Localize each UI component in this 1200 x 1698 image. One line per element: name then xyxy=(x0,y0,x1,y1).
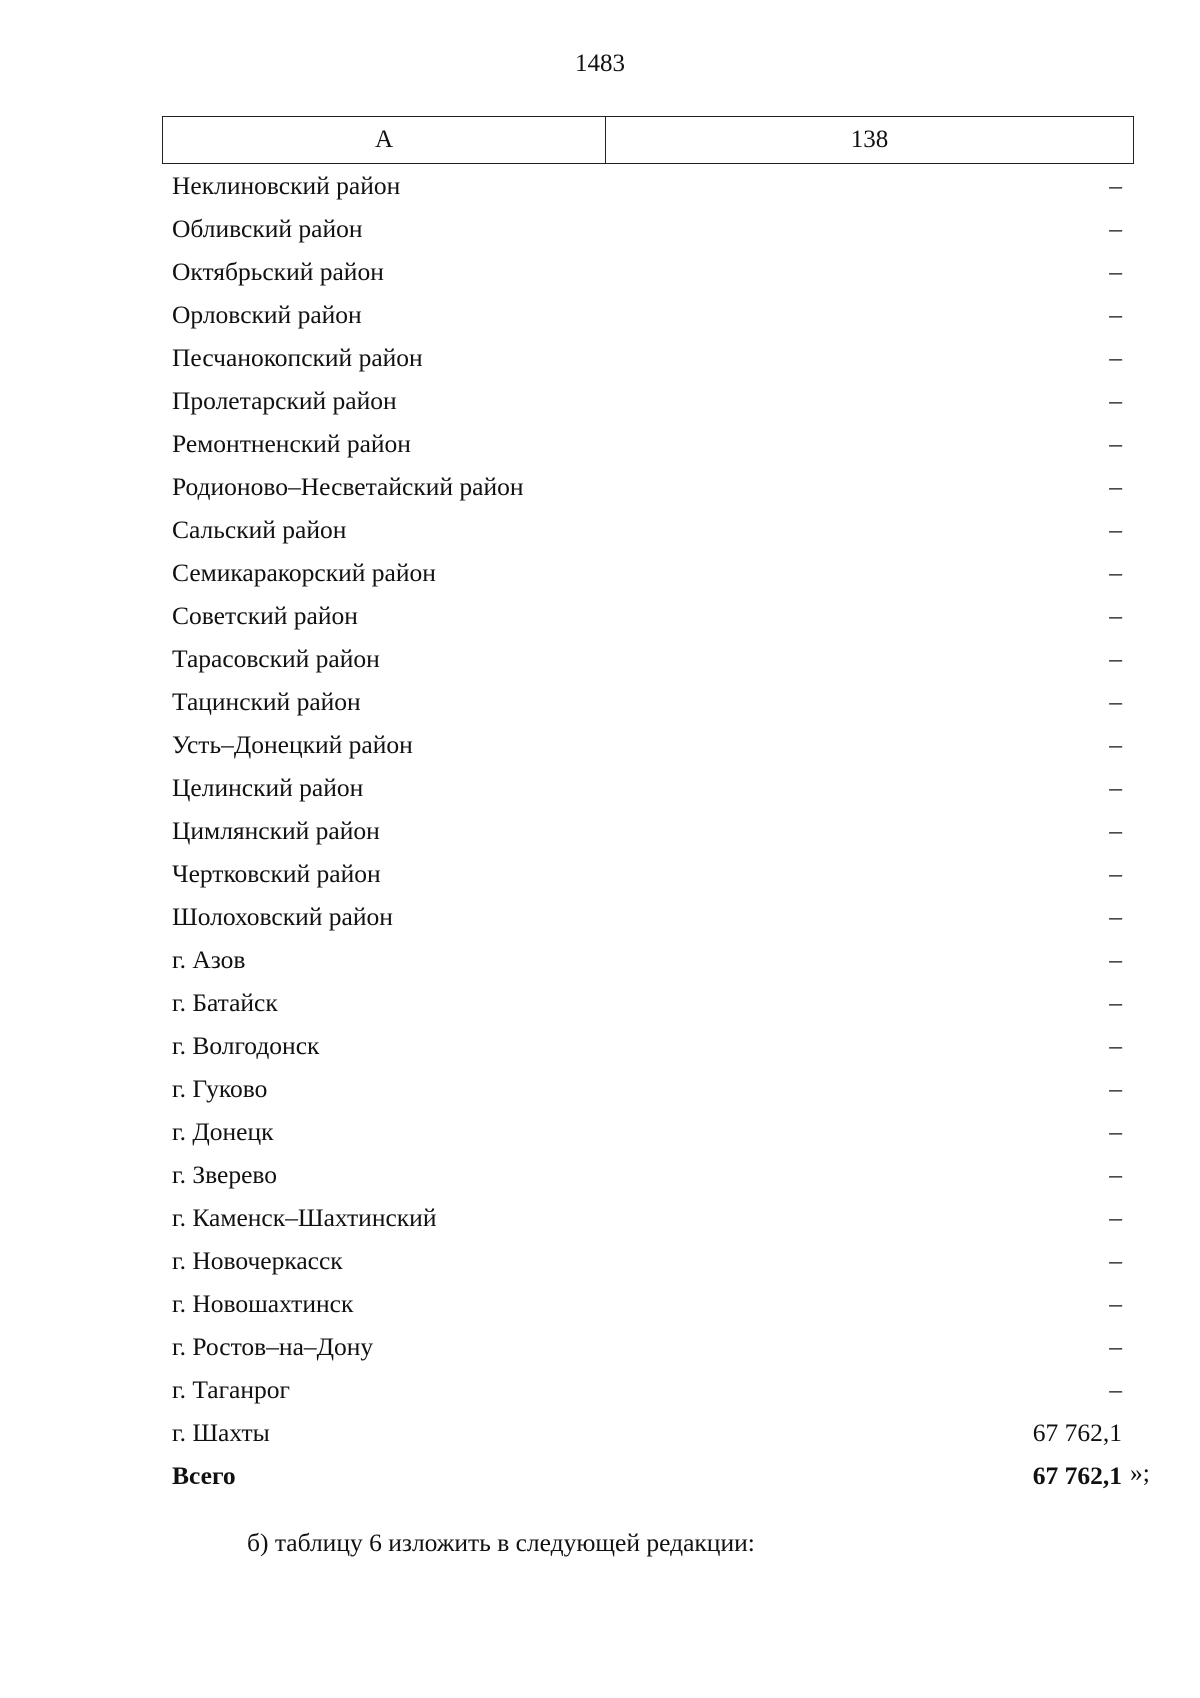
row-value: – xyxy=(1109,1073,1122,1103)
row-name: Целинский район xyxy=(172,772,364,802)
table-row xyxy=(172,379,1122,422)
row-value: – xyxy=(1109,385,1122,415)
row-value: – xyxy=(1109,342,1122,372)
row-name: Тацинский район xyxy=(172,686,361,716)
table-row xyxy=(172,680,1122,723)
row-value: – xyxy=(1109,170,1122,200)
row-name: Усть–Донецкий район xyxy=(172,729,413,759)
table-row xyxy=(172,809,1122,852)
row-name: г. Зверево xyxy=(172,1159,278,1189)
row-name: Орловский район xyxy=(172,299,362,329)
table-body xyxy=(172,164,1122,1497)
row-value: – xyxy=(1109,1030,1122,1060)
table-row xyxy=(172,594,1122,637)
table-row xyxy=(172,1196,1122,1239)
row-value: – xyxy=(1109,643,1122,673)
row-name: Пролетарский район xyxy=(172,385,397,415)
table-row xyxy=(172,465,1122,508)
row-name: г. Таганрог xyxy=(172,1374,290,1404)
row-value: – xyxy=(1109,256,1122,286)
table-row xyxy=(172,766,1122,809)
row-value: – xyxy=(1109,1245,1122,1275)
row-value: – xyxy=(1109,1331,1122,1361)
row-name: Ремонтненский район xyxy=(172,428,411,458)
closing-paragraph: б) таблицу 6 изложить в следующей редакции: xyxy=(247,1528,755,1557)
table-row xyxy=(172,1325,1122,1368)
table-row xyxy=(172,207,1122,250)
table-row xyxy=(172,981,1122,1024)
table-row xyxy=(172,422,1122,465)
total-label: Всего xyxy=(172,1460,236,1490)
table-header-col-b: 138 xyxy=(850,126,889,153)
table-row xyxy=(172,1153,1122,1196)
table-row xyxy=(172,1067,1122,1110)
row-value: – xyxy=(1109,944,1122,974)
row-value: – xyxy=(1109,600,1122,630)
row-value: – xyxy=(1109,1159,1122,1189)
table-row xyxy=(172,938,1122,981)
row-value: – xyxy=(1109,213,1122,243)
row-value: – xyxy=(1109,1288,1122,1318)
total-value: 67 762,1 xyxy=(1032,1460,1122,1490)
row-value: – xyxy=(1109,428,1122,458)
row-name: г. Ростов–на–Дону xyxy=(172,1331,374,1361)
table-row xyxy=(172,1239,1122,1282)
table-header xyxy=(162,116,1134,164)
row-value: 67 762,1 xyxy=(1032,1417,1122,1447)
row-name: Обливский район xyxy=(172,213,363,243)
row-value: – xyxy=(1109,729,1122,759)
row-name: г. Гуково xyxy=(172,1073,268,1103)
row-value: – xyxy=(1109,1116,1122,1146)
total-row xyxy=(172,1454,1122,1497)
row-name: Сальский район xyxy=(172,514,347,544)
row-value: – xyxy=(1109,858,1122,888)
table-row xyxy=(172,293,1122,336)
row-value: – xyxy=(1109,686,1122,716)
row-name: Октябрьский район xyxy=(172,256,384,286)
table-row xyxy=(172,1110,1122,1153)
row-value: – xyxy=(1109,514,1122,544)
table-row xyxy=(172,1282,1122,1325)
table-row xyxy=(172,852,1122,895)
row-name: Чертковский район xyxy=(172,858,381,888)
table-row xyxy=(172,508,1122,551)
row-name: г. Батайск xyxy=(172,987,278,1017)
close-quote: »; xyxy=(1130,1458,1150,1487)
row-value: – xyxy=(1109,471,1122,501)
row-name: г. Шахты xyxy=(172,1417,270,1447)
row-value: – xyxy=(1109,299,1122,329)
row-name: г. Волгодонск xyxy=(172,1030,320,1060)
table-row xyxy=(172,336,1122,379)
row-name: Песчанокопский район xyxy=(172,342,423,372)
table-header-col-a: А xyxy=(163,117,606,163)
row-value: – xyxy=(1109,987,1122,1017)
row-name: Тарасовский район xyxy=(172,643,380,673)
row-value: – xyxy=(1109,901,1122,931)
table-row xyxy=(172,551,1122,594)
row-name: Цимлянский район xyxy=(172,815,380,845)
row-value: – xyxy=(1109,815,1122,845)
row-value: – xyxy=(1109,772,1122,802)
row-name: Родионово–Несветайский район xyxy=(172,471,524,501)
table-row xyxy=(172,164,1122,207)
row-name: г. Новошахтинск xyxy=(172,1288,354,1318)
row-name: Шолоховский район xyxy=(172,901,393,931)
row-value: – xyxy=(1109,1202,1122,1232)
row-name: Советский район xyxy=(172,600,358,630)
table-row xyxy=(172,1368,1122,1411)
page-number: 1483 xyxy=(575,50,625,77)
table-row xyxy=(172,723,1122,766)
table-row xyxy=(172,1411,1122,1454)
row-name: г. Каменск–Шахтинский xyxy=(172,1202,437,1232)
row-name: Неклиновский район xyxy=(172,170,401,200)
row-value: – xyxy=(1109,557,1122,587)
row-name: Семикаракорский район xyxy=(172,557,436,587)
row-name: г. Донецк xyxy=(172,1116,274,1146)
table-row xyxy=(172,250,1122,293)
table-row xyxy=(172,637,1122,680)
table-row xyxy=(172,895,1122,938)
row-name: г. Азов xyxy=(172,944,246,974)
table-row xyxy=(172,1024,1122,1067)
row-name: г. Новочеркасск xyxy=(172,1245,343,1275)
row-value: – xyxy=(1109,1374,1122,1404)
